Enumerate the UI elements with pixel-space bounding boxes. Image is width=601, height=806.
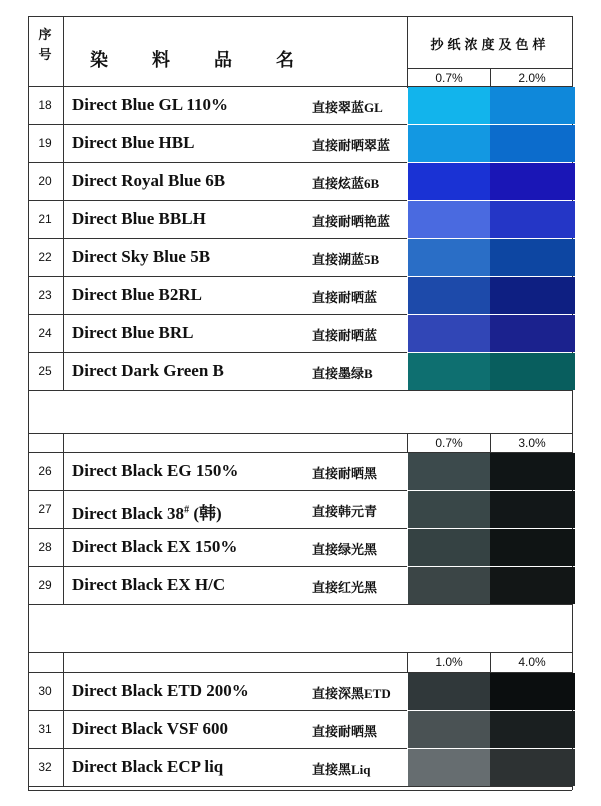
dye-number: 30 <box>38 684 52 698</box>
color-swatch-low <box>408 491 490 528</box>
header-divider <box>63 16 64 88</box>
color-swatch-high <box>490 491 575 528</box>
dye-number: 32 <box>38 760 52 774</box>
number-header-char-2: 号 <box>38 48 52 63</box>
dye-name: Direct Black 38# (韩) <box>72 504 222 523</box>
row-divider <box>28 566 407 567</box>
color-swatch-high <box>490 239 575 276</box>
color-swatch-high <box>490 315 575 352</box>
header-divider <box>407 16 408 88</box>
section-concentration-divider <box>407 433 408 452</box>
dye-chinese-name: 直接耐晒黑 <box>312 724 378 739</box>
color-swatch-low <box>408 453 490 490</box>
concentration-divider <box>490 652 491 672</box>
color-swatch-high <box>490 163 575 200</box>
color-swatch-high <box>490 453 575 490</box>
dye-chinese-name: 直接黑Liq <box>312 762 371 777</box>
color-swatch-low <box>408 315 490 352</box>
color-swatch-high <box>490 749 575 786</box>
dye-name: Direct Black EG 150% <box>72 461 239 480</box>
dye-number: 20 <box>38 174 52 188</box>
dye-name-suffix: (韩) <box>189 504 222 523</box>
dye-chinese-name: 直接耐晒黑 <box>312 466 378 481</box>
row-divider <box>28 710 407 711</box>
number-name-divider <box>63 672 64 786</box>
row-divider <box>28 276 407 277</box>
color-swatch-low <box>408 749 490 786</box>
row-divider <box>28 200 407 201</box>
dye-chinese-name: 直接炫蓝6B <box>312 176 380 191</box>
concentration-high-label: 2.0% <box>518 71 546 85</box>
dye-chinese-name: 直接耐晒蓝 <box>312 328 378 343</box>
dye-number: 31 <box>38 722 52 736</box>
dye-number: 24 <box>38 326 52 340</box>
dye-number: 25 <box>38 364 52 378</box>
dye-name-superscript: # <box>184 504 190 516</box>
color-swatch-high <box>490 353 575 390</box>
row-divider <box>28 314 407 315</box>
dye-name: Direct Black EX H/C <box>72 575 226 594</box>
dye-name: Direct Blue BRL <box>72 323 194 342</box>
dye-chinese-name: 直接韩元青 <box>312 504 378 519</box>
concentration-low-label: 1.0% <box>435 655 463 669</box>
concentration-high-label: 4.0% <box>518 655 546 669</box>
dye-number: 28 <box>38 540 52 554</box>
dye-chinese-name: 直接深黑ETD <box>312 686 391 701</box>
color-swatch-low <box>408 711 490 748</box>
table-bottom-border <box>28 790 572 791</box>
color-swatch-low <box>408 277 490 314</box>
row-divider <box>28 238 407 239</box>
color-swatch-high <box>490 711 575 748</box>
section-concentration-divider <box>407 652 408 672</box>
dye-name: Direct Black EX 150% <box>72 537 238 556</box>
dye-name: Direct Sky Blue 5B <box>72 247 211 266</box>
row-divider <box>28 162 407 163</box>
dye-number: 18 <box>38 98 52 112</box>
dye-chinese-name: 直接绿光黑 <box>312 542 378 557</box>
color-swatch-low <box>408 353 490 390</box>
dye-number: 23 <box>38 288 52 302</box>
dye-number: 26 <box>38 464 52 478</box>
dye-name: Direct Black VSF 600 <box>72 719 228 738</box>
color-swatch-low <box>408 567 490 604</box>
color-swatch-high <box>490 201 575 238</box>
row-divider <box>28 124 407 125</box>
dye-chinese-name: 直接红光黑 <box>312 580 378 595</box>
section-number-divider <box>63 652 64 672</box>
row-divider <box>28 352 407 353</box>
color-swatch-low <box>408 673 490 710</box>
dye-name: Direct Blue HBL <box>72 133 195 152</box>
dye-number: 19 <box>38 136 52 150</box>
dye-number: 27 <box>38 502 52 516</box>
dye-name: Direct Black ETD 200% <box>72 681 249 700</box>
dye-name: Direct Blue B2RL <box>72 285 203 304</box>
table-top-border <box>28 16 572 17</box>
concentration-high-label: 3.0% <box>518 436 546 450</box>
color-swatch-high <box>490 529 575 566</box>
dye-chinese-name: 直接耐晒蓝 <box>312 290 378 305</box>
color-swatch-low <box>408 87 490 124</box>
color-swatch-low <box>408 125 490 162</box>
dye-chinese-name: 直接湖蓝5B <box>312 252 380 267</box>
color-swatch-high <box>490 567 575 604</box>
dye-chinese-name: 直接墨绿B <box>312 366 373 381</box>
color-swatch-high <box>490 125 575 162</box>
section-number-divider <box>63 433 64 452</box>
color-swatch-high <box>490 673 575 710</box>
dye-name: Direct Blue BBLH <box>72 209 206 228</box>
section-top-border <box>28 433 572 434</box>
color-swatch-low <box>408 529 490 566</box>
concentration-column-header: 抄纸浓度及色样 <box>430 38 550 53</box>
color-swatch-low <box>408 239 490 276</box>
section-bottom-border <box>28 390 572 391</box>
section-top-border <box>28 652 572 653</box>
concentration-low-label: 0.7% <box>435 71 463 85</box>
color-swatch-high <box>490 87 575 124</box>
concentration-divider <box>490 433 491 452</box>
section-bottom-border <box>28 604 572 605</box>
section-bottom-border <box>28 786 572 787</box>
row-divider <box>28 528 407 529</box>
concentration-low-label: 0.7% <box>435 436 463 450</box>
color-swatch-high <box>490 277 575 314</box>
dye-chinese-name: 直接耐晒翠蓝 <box>312 138 391 153</box>
number-column-header <box>28 26 62 66</box>
dye-name: Direct Blue GL 110% <box>72 95 228 114</box>
row-divider <box>28 748 407 749</box>
dye-number: 29 <box>38 578 52 592</box>
dye-number: 21 <box>38 212 52 226</box>
row-divider <box>28 490 407 491</box>
dye-name: Direct Black ECP liq <box>72 757 224 776</box>
dye-number: 22 <box>38 250 52 264</box>
number-header-char-1: 序 <box>38 28 52 43</box>
color-swatch-low <box>408 201 490 238</box>
dye-chinese-name: 直接翠蓝GL <box>312 100 383 115</box>
dye-chinese-name: 直接耐晒艳蓝 <box>312 214 391 229</box>
dye-name: Direct Dark Green B <box>72 361 224 380</box>
color-swatch-low <box>408 163 490 200</box>
dye-name: Direct Royal Blue 6B <box>72 171 226 190</box>
concentration-divider <box>490 68 491 86</box>
table-left-border <box>28 16 29 790</box>
dye-name-column-header: 染料品名 <box>90 50 338 71</box>
